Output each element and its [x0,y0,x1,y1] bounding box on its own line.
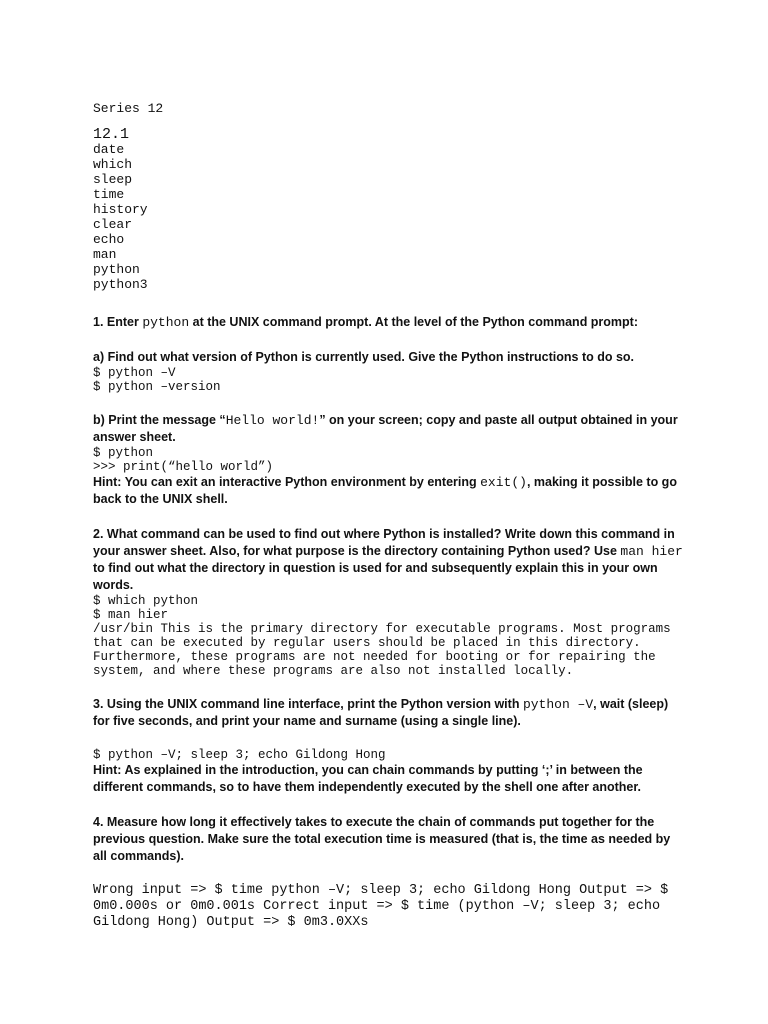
inline-code: exit() [480,475,527,490]
question-1-intro: 1. Enter python at the UNIX command prompt. At the level of the Python command prompt: [93,315,639,330]
hint-paragraph: Hint: You can exit an interactive Python environment by entering exit(), making it possible to go back to the UNIX shell. [93,475,677,506]
command-item: history [93,202,148,217]
command-item: time [93,187,125,202]
code-line: $ python –version [93,380,221,394]
hint-label: Hint: [93,475,122,489]
question-1a-text: a) Find out what version of Python is currently used. Give the Python instructions to do so. [93,350,635,364]
command-item: which [93,157,133,172]
command-item: python [93,262,140,277]
command-item: python3 [93,277,148,292]
question-4-text: 4. Measure how long it effectively takes to execute the chain of commands put together for the previous question. Make sure the total execution time is measured (that is, the time as needed by all commands). [93,815,671,863]
inline-code: man hier [620,544,683,559]
answer-text: Wrong input => $ time python –V; sleep 3; echo Gildong Hong Output => $ 0m0.000s or 0m0.001s Correct input => $ time (python –V; sleep 3; echo Gildong Hong) Output => $ 0m3.0XXs [93,883,669,930]
code-line: $ python –V; sleep 3; echo Gildong Hong [93,748,386,762]
question-1b-text: b) Print the message “Hello world!” on your screen; copy and paste all output obtained in your answer sheet. [93,413,678,444]
question-2-text: 2. What command can be used to find out where Python is installed? Write down this command in your answer sheet. Also, for what purpose is the directory containing Python used? Use man hier to find out what the directory in question is used for and subsequently explain this in your own words. [93,527,683,592]
code-line: $ python –V [93,366,176,380]
question-3-text: 3. Using the UNIX command line interface, print the Python version with python –V, wait (sleep) for five seconds, and print your name and surname (using a single line). [93,697,669,728]
section-number: 12.1 [93,126,130,143]
series-title: Series 12 [93,101,164,116]
command-item: sleep [93,172,133,187]
command-list [93,142,683,292]
code-line: $ man hier [93,608,169,622]
inline-code: python –V [522,697,594,712]
command-item: clear [93,217,133,232]
command-item: date [93,142,125,157]
inline-code: python [142,315,190,330]
command-item: echo [93,232,125,247]
hint-label: Hint: [93,763,122,777]
command-item: man [93,247,117,262]
hint-paragraph: Hint: As explained in the introduction, you can chain commands by putting ‘;’ in between the different commands, so to have them independently executed by the shell one after another. [93,763,643,794]
document-page [93,100,683,931]
answer-text: /usr/bin This is the primary directory for executable programs. Most programs that can be executed by regular users should be placed in this directory. Furthermore, these programs are not needed for booting or for repairing the system, and where these programs are also not installed locally. [93,622,671,678]
code-line: >>> print(“hello world”) [93,460,274,474]
code-line: $ python [93,446,154,460]
code-line: $ which python [93,594,199,608]
inline-code: Hello world! [225,413,320,428]
